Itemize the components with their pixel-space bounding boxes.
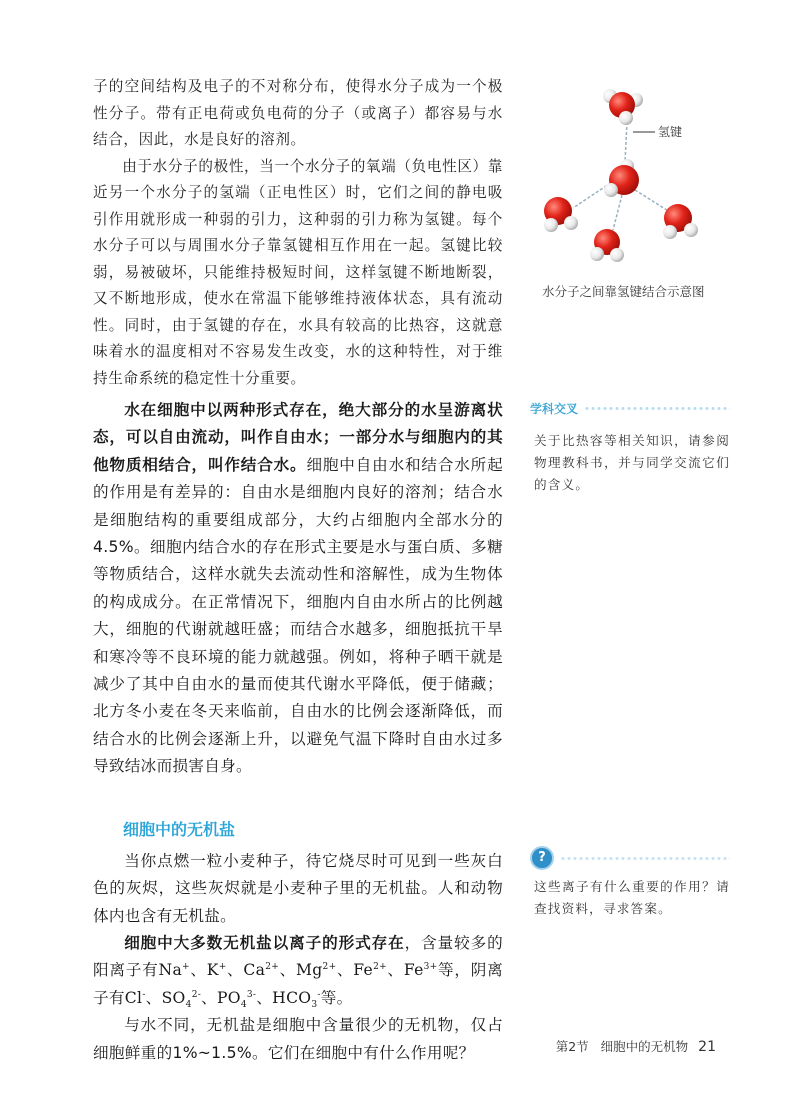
cation-ion: $Mg^{2+}$ bbox=[295, 961, 337, 980]
question-text: 这些离子有什么重要的作用？请查找资料，寻求答案。 bbox=[534, 879, 730, 916]
ion-separator: 、 bbox=[145, 988, 162, 1007]
cross-discipline-header bbox=[530, 398, 730, 418]
section-title-inorganic-salts: 细胞中的无机盐 bbox=[123, 819, 236, 839]
hydrogen-bond-label: 氢键 bbox=[658, 125, 683, 139]
ion-separator: 、 bbox=[386, 961, 404, 980]
key-point-water-forms: 水在细胞中以两种形式存在，绝大部分的水呈游离状态，可以自由流动，叫作自由水；一部分水与细胞内的其他物质相结合，叫作结合水。 bbox=[93, 401, 503, 474]
cation-ion: $Fe^{3+}$ bbox=[403, 961, 438, 980]
dotted-divider bbox=[560, 855, 730, 862]
ion-separator: 、 bbox=[336, 961, 354, 980]
water-molecule-left bbox=[544, 197, 578, 232]
main-text-column bbox=[93, 74, 503, 1067]
question-icon: ? bbox=[530, 846, 554, 870]
question-header bbox=[530, 846, 730, 870]
paragraph-hydrogen-bond: 由于水分子的极性，当一个水分子的氧端（负电性区）靠近另一个水分子的氢端（正电性区）时，它们之间的静电吸引作用就形成一种弱的引力，这种弱的引力称为氢键。每个水分子可以与周围水分子靠氢键相互作用在一起。氢键比较弱，易被破坏，只能维持极短时间，这样氢键不断地断裂，又不断地形成，使水在常温下能够维持液体状态，具有流动性。同时，由于氢键的存在，水具有较高的比热容，这就意味着水的温度相对不容易发生改变，水的这种特性，对于维持生命系统的稳定性十分重要。 bbox=[93, 157, 503, 387]
ions-text-a: ，含量较多的阳离子有 bbox=[93, 933, 503, 980]
paragraph-water-polarity-cont: 子的空间结构及电子的不对称分布，使得水分子成为一个极性分子。带有正电荷或负电荷的分子（或离子）都容易与水结合，因此，水是良好的溶剂。 bbox=[93, 78, 503, 148]
paragraph-ash: 当你点燃一粒小麦种子，待它烧尽时可见到一些灰白色的灰烬，这些灰烬就是小麦种子里的无机盐。人和动物体内也含有无机盐。 bbox=[93, 851, 503, 925]
water-molecule-center bbox=[604, 159, 639, 197]
ions-text-b: 等，阴离子有 bbox=[93, 961, 503, 1007]
water-molecules-diagram bbox=[525, 80, 725, 285]
anion-list bbox=[124, 988, 321, 1010]
paragraph-salt-content: 与水不同，无机盐是细胞中含量很少的无机物，仅占细胞鲜重的1%~1.5%。它们在细胞中有什么作用呢？ bbox=[93, 1016, 503, 1062]
water-molecule-bottom bbox=[590, 229, 624, 262]
footer-title: 细胞中的无机物 bbox=[600, 1039, 689, 1054]
hydrogen-bond-figure bbox=[525, 80, 725, 285]
dotted-divider bbox=[584, 405, 730, 412]
cation-ion: $Fe^{2+}$ bbox=[353, 961, 387, 980]
cation-ion: $Ca^{2+}$ bbox=[243, 961, 280, 980]
anion-ion: Cl- bbox=[124, 988, 146, 1007]
cross-discipline-text: 关于比热容等相关知识，请参阅物理教科书，并与同学交流它们的含义。 bbox=[534, 433, 730, 492]
anion-ion: $SO_4^{2-}$ bbox=[161, 988, 202, 1010]
cation-ion: K+ bbox=[206, 961, 227, 980]
paragraph-ions bbox=[93, 930, 503, 1012]
cation-ion: Na+ bbox=[158, 961, 190, 980]
paragraph-free-bound-water bbox=[93, 397, 503, 781]
water-molecule-right bbox=[663, 204, 698, 239]
water-molecule-top bbox=[603, 89, 643, 125]
page-number: 21 bbox=[698, 1039, 716, 1055]
ion-separator: 、 bbox=[201, 988, 217, 1007]
figure-caption: 水分子之间靠氢键结合示意图 bbox=[542, 284, 705, 299]
anion-ion: $HCO_3^-$ bbox=[272, 988, 321, 1010]
paragraph-free-bound-water-text: 细胞中自由水和结合水所起的作用是有差异的：自由水是细胞内良好的溶剂；结合水是细胞结构的重要组成部分，大约占细胞内全部水分的4.5%。细胞内结合水的存在形式主要是水与蛋白质、多糖等物质结合，这样水就失去流动性和溶解性，成为生物体的构成成分。在正常情况下，细胞内自由水所占的比例越大，细胞的代谢就越旺盛；而结合水越多，细胞抵抗干旱和寒冷等不良环境的能力就越强。例如，将种子晒干就是减少了其中自由水的量而使其代谢水平降低，便于储藏；北方冬小麦在冬天来临前，自由水的比例会逐渐降低，而结合水的比例会逐渐上升，以避免气温下降时自由水过多导致结冰而损害自身。 bbox=[93, 455, 503, 776]
page-footer bbox=[556, 1037, 716, 1055]
ion-separator: 、 bbox=[226, 961, 244, 980]
ion-separator: 、 bbox=[256, 988, 273, 1007]
ions-text-end: 等。 bbox=[320, 988, 353, 1007]
cation-list bbox=[159, 961, 438, 979]
cross-discipline-title: 学科交叉 bbox=[530, 401, 579, 416]
anion-ion: $PO_4^{3-}$ bbox=[216, 988, 257, 1010]
ion-separator: 、 bbox=[279, 961, 296, 980]
key-point-ion-form: 细胞中大多数无机盐以离子的形式存在 bbox=[124, 933, 405, 952]
footer-section: 第2节 bbox=[555, 1039, 589, 1054]
ion-separator: 、 bbox=[189, 961, 207, 980]
